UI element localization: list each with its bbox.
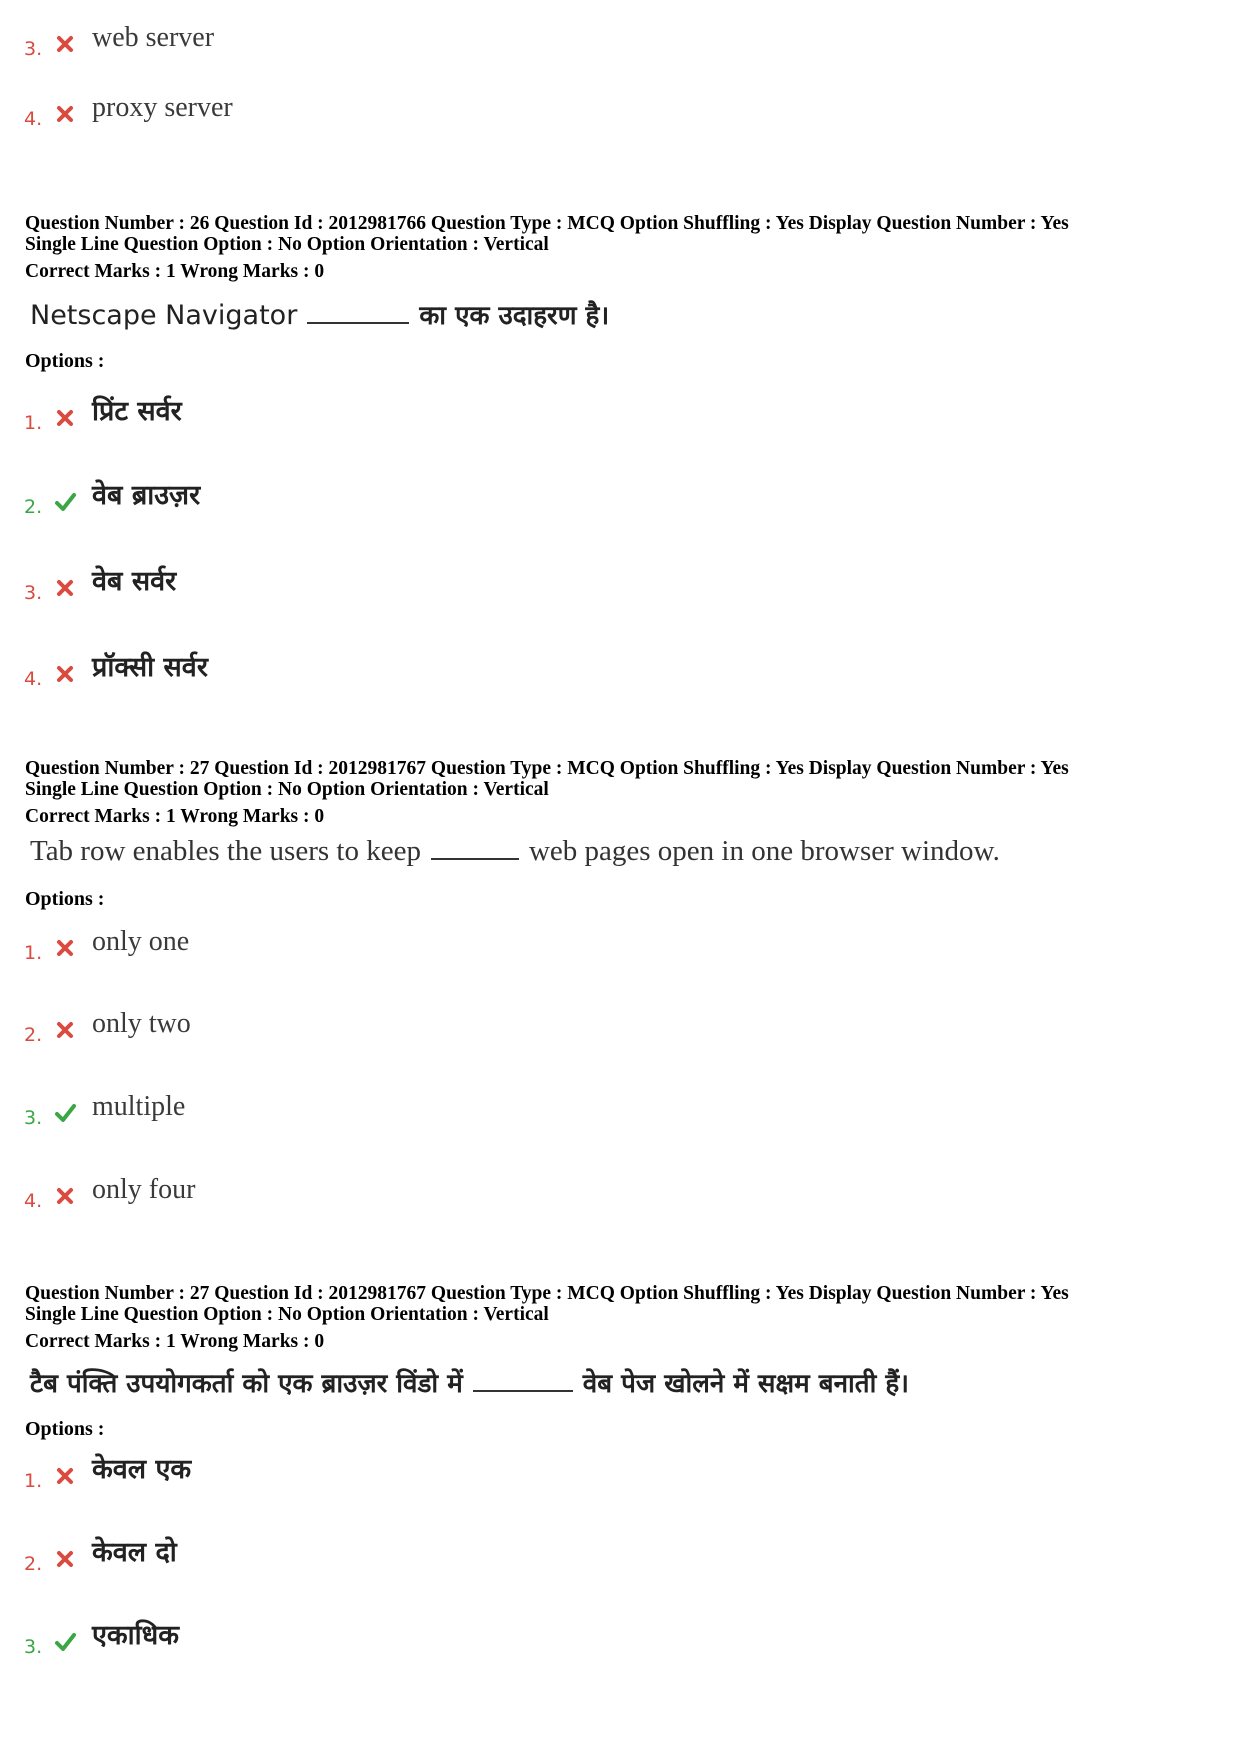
option-text: वेब सर्वर [92,566,177,597]
options-label: Options : [25,350,105,372]
question-text-after: वेब पेज खोलने में सक्षम बनाती हैं। [582,1369,910,1399]
option-number: 4. [24,108,43,130]
option-text: only two [92,1008,191,1039]
wrong-cross-icon [54,1548,76,1570]
wrong-cross-icon [54,937,76,959]
option-text: एकाधिक [92,1620,179,1651]
option-number: 1. [24,1470,43,1492]
option-number: 3. [24,582,43,604]
question-meta [25,758,1225,827]
option-text: only one [92,926,190,957]
question-meta [25,1283,1225,1352]
wrong-cross-icon [54,1465,76,1487]
question-marks: Correct Marks : 1 Wrong Marks : 0 [25,261,325,282]
correct-check-icon [54,1102,76,1124]
option-number: 1. [24,942,43,964]
option-text: वेब ब्राउज़र [92,480,201,511]
wrong-cross-icon [54,1019,76,1041]
question-marks: Correct Marks : 1 Wrong Marks : 0 [25,806,325,827]
options-label: Options : [25,1418,105,1440]
option-number: 3. [24,38,43,60]
wrong-cross-icon [54,103,76,125]
answer-blank [473,1366,573,1392]
question-text-after: web pages open in one browser window. [528,835,1000,867]
question-meta-line: Question Number : 27 Question Id : 2012981767 Question Type : MCQ Option Shuffling : Yes Display Question Number : Yes [25,1283,1069,1304]
wrong-cross-icon [54,33,76,55]
option-number: 2. [24,496,43,518]
wrong-cross-icon [54,1185,76,1207]
options-label: Options : [25,888,105,910]
option-text: proxy server [92,92,233,123]
option-number: 4. [24,668,43,690]
option-number: 2. [24,1553,43,1575]
question-marks: Correct Marks : 1 Wrong Marks : 0 [25,1331,325,1352]
correct-check-icon [54,491,76,513]
option-text: web server [92,22,215,53]
answer-blank [431,834,519,860]
question-meta-line: Single Line Question Option : No Option Orientation : Vertical [25,779,549,800]
question-meta-line: Single Line Question Option : No Option Orientation : Vertical [25,234,549,255]
option-text: multiple [92,1091,186,1122]
option-number: 4. [24,1190,43,1212]
question-text [30,296,609,332]
option-text: केवल एक [92,1454,192,1485]
option-text: केवल दो [92,1537,177,1568]
option-text: only four [92,1174,196,1205]
option-number: 3. [24,1107,43,1129]
wrong-cross-icon [54,577,76,599]
question-text-before: टैब पंक्ति उपयोगकर्ता को एक ब्राउज़र विंडो में [30,1369,463,1399]
question-text-before: Netscape Navigator [30,300,298,331]
option-number: 3. [24,1636,43,1658]
question-text-before: Tab row enables the users to keep [30,835,421,867]
question-text-after: का एक उदाहरण है। [419,301,610,331]
option-text: प्रिंट सर्वर [92,396,182,427]
correct-check-icon [54,1631,76,1653]
question-text [30,834,1000,868]
question-meta-line: Single Line Question Option : No Option Orientation : Vertical [25,1304,549,1325]
answer-blank [307,298,409,324]
question-meta-line: Question Number : 26 Question Id : 2012981766 Question Type : MCQ Option Shuffling : Yes Display Question Number : Yes [25,213,1069,234]
option-number: 1. [24,412,43,434]
option-text: प्रॉक्सी सर्वर [92,652,208,683]
question-meta [25,213,1225,282]
question-text [30,1364,909,1400]
wrong-cross-icon [54,663,76,685]
option-number: 2. [24,1024,43,1046]
question-meta-line: Question Number : 27 Question Id : 2012981767 Question Type : MCQ Option Shuffling : Yes Display Question Number : Yes [25,758,1069,779]
wrong-cross-icon [54,407,76,429]
